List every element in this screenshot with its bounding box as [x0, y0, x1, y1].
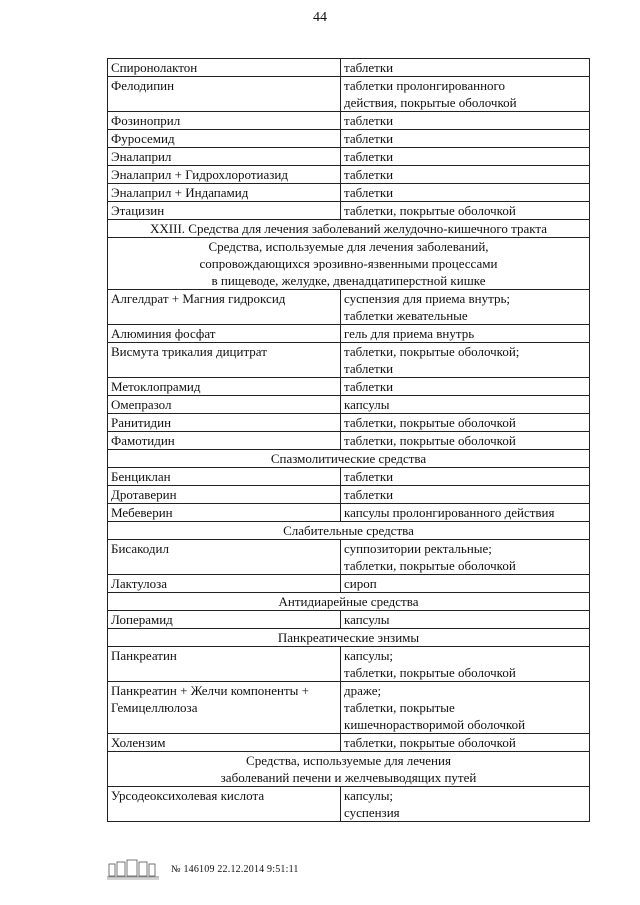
drug-row — [108, 112, 590, 130]
drug-name: Урсодеоксихолевая кислота — [111, 788, 265, 803]
dosage-form: таблетки, покрытые оболочкой — [344, 735, 516, 750]
dosage-form: таблетки — [344, 149, 394, 164]
section-title — [108, 220, 590, 238]
dosage-form-cell — [341, 432, 590, 450]
drug-name-cell — [108, 202, 341, 220]
dosage-form: капсулы — [344, 612, 390, 627]
drug-table — [107, 58, 590, 822]
dosage-form: таблетки, покрытые оболочкой; — [344, 344, 520, 359]
drug-name: Фуросемид — [111, 131, 175, 146]
drug-row — [108, 343, 590, 378]
dosage-form: таблетки — [344, 379, 394, 394]
section-header-row — [108, 593, 590, 611]
section-header-row — [108, 238, 590, 290]
drug-row — [108, 575, 590, 593]
section-title-line: в пищеводе, желудке, двенадцатиперстной кишке — [211, 273, 486, 288]
drug-row — [108, 166, 590, 184]
dosage-form-cell — [341, 611, 590, 629]
dosage-form-cell — [341, 575, 590, 593]
drug-name-cell — [108, 468, 341, 486]
drug-name: Бисакодил — [111, 541, 169, 556]
dosage-form: таблетки — [344, 185, 394, 200]
dosage-form: драже; — [344, 683, 382, 698]
dosage-form-cell — [341, 325, 590, 343]
drug-name-cell — [108, 611, 341, 629]
section-title-line: заболеваний печени и желчевыводящих путей — [220, 770, 477, 785]
drug-name: Гемицеллюлоза — [111, 700, 198, 715]
section-title-line: сопровождающихся эрозивно-язвенными процессами — [199, 256, 498, 271]
drug-name: Фозиноприл — [111, 113, 181, 128]
drug-name: Холензим — [111, 735, 166, 750]
dosage-form: кишечнорастворимой оболочкой — [344, 717, 526, 732]
drug-name-cell — [108, 148, 341, 166]
drug-name-cell — [108, 77, 341, 112]
drug-name-cell — [108, 647, 341, 682]
drug-row — [108, 414, 590, 432]
dosage-form-cell — [341, 504, 590, 522]
drug-name-cell — [108, 575, 341, 593]
drug-name-cell — [108, 184, 341, 202]
section-title — [108, 450, 590, 468]
drug-name-cell — [108, 787, 341, 822]
drug-row — [108, 77, 590, 112]
dosage-form-cell — [341, 202, 590, 220]
dosage-form: таблетки — [344, 361, 394, 376]
dosage-form: таблетки — [344, 167, 394, 182]
dosage-form-cell — [341, 148, 590, 166]
dosage-form: действия, покрытые оболочкой — [344, 95, 517, 110]
drug-name: Висмута трикалия дицитрат — [111, 344, 267, 359]
dosage-form: таблетки — [344, 60, 394, 75]
drug-name: Спиронолактон — [111, 60, 198, 75]
drug-name: Эналаприл — [111, 149, 172, 164]
dosage-form-cell — [341, 787, 590, 822]
dosage-form-cell — [341, 112, 590, 130]
dosage-form: суспензия — [344, 805, 400, 820]
dosage-form: суспензия для приема внутрь; — [344, 291, 511, 306]
section-header-row — [108, 522, 590, 540]
drug-name-cell — [108, 325, 341, 343]
drug-name-cell — [108, 486, 341, 504]
dosage-form-cell — [341, 130, 590, 148]
drug-name: Лоперамид — [111, 612, 173, 627]
drug-name-cell — [108, 734, 341, 752]
drug-row — [108, 378, 590, 396]
section-title-line: Средства, используемые для лечения — [246, 753, 451, 768]
dosage-form-cell — [341, 77, 590, 112]
drug-name: Панкреатин + Желчи компоненты + — [111, 683, 309, 698]
drug-name: Эналаприл + Индапамид — [111, 185, 249, 200]
section-title-line: Панкреатические энзимы — [277, 630, 420, 645]
dosage-form: таблетки, покрытые оболочкой — [344, 433, 516, 448]
section-title — [108, 752, 590, 787]
drug-row — [108, 432, 590, 450]
dosage-form-cell — [341, 647, 590, 682]
drug-row — [108, 59, 590, 77]
drug-row — [108, 325, 590, 343]
drug-name-cell — [108, 290, 341, 325]
dosage-form: суппозитории ректальные; — [344, 541, 492, 556]
drug-name-cell — [108, 414, 341, 432]
drug-name: Метоклопрамид — [111, 379, 201, 394]
section-title — [108, 522, 590, 540]
drug-row — [108, 540, 590, 575]
dosage-form: капсулы пролонгированного действия — [344, 505, 555, 520]
drug-name-cell — [108, 166, 341, 184]
drug-row — [108, 486, 590, 504]
drug-name: Эналаприл + Гидрохлоротиазид — [111, 167, 288, 182]
dosage-form: таблетки — [344, 469, 394, 484]
drug-row — [108, 734, 590, 752]
dosage-form-cell — [341, 59, 590, 77]
section-header-row — [108, 450, 590, 468]
dosage-form-cell — [341, 184, 590, 202]
drug-name-cell — [108, 130, 341, 148]
drug-row — [108, 396, 590, 414]
dosage-form-cell — [341, 682, 590, 734]
drug-name: Панкреатин — [111, 648, 177, 663]
drug-name-cell — [108, 59, 341, 77]
drug-name: Этацизин — [111, 203, 165, 218]
dosage-form: гель для приема внутрь — [344, 326, 475, 341]
dosage-form-cell — [341, 396, 590, 414]
dosage-form-cell — [341, 290, 590, 325]
dosage-form: таблетки — [344, 113, 394, 128]
drug-row — [108, 682, 590, 734]
drug-row — [108, 184, 590, 202]
section-title — [108, 238, 590, 290]
drug-row — [108, 290, 590, 325]
section-title — [108, 629, 590, 647]
drug-row — [108, 202, 590, 220]
section-title-line: Слабительные средства — [283, 523, 414, 538]
drug-row — [108, 787, 590, 822]
dosage-form: таблетки, покрытые оболочкой — [344, 415, 516, 430]
drug-name-cell — [108, 378, 341, 396]
dosage-form: капсулы; — [344, 648, 394, 663]
drug-name-cell — [108, 504, 341, 522]
dosage-form: таблетки жевательные — [344, 308, 468, 323]
drug-name: Омепразол — [111, 397, 172, 412]
section-header-row — [108, 752, 590, 787]
dosage-form: таблетки, покрытые оболочкой — [344, 558, 516, 573]
dosage-form-cell — [341, 378, 590, 396]
drug-name: Дротаверин — [111, 487, 177, 502]
drug-name: Лактулоза — [111, 576, 168, 591]
dosage-form: таблетки — [344, 487, 394, 502]
dosage-form-cell — [341, 540, 590, 575]
document-registration-number: № 146109 22.12.2014 9:51:11 — [171, 863, 299, 875]
drug-name: Бенциклан — [111, 469, 171, 484]
dosage-form-cell — [341, 166, 590, 184]
dosage-form: таблетки, покрытые — [344, 700, 455, 715]
page-number: 44 — [313, 10, 327, 25]
drug-name: Алюминия фосфат — [111, 326, 216, 341]
drug-row — [108, 611, 590, 629]
drug-name-cell — [108, 112, 341, 130]
dosage-form-cell — [341, 468, 590, 486]
drug-name-cell — [108, 540, 341, 575]
dosage-form-cell — [341, 343, 590, 378]
dosage-form: таблетки, покрытые оболочкой — [344, 665, 516, 680]
drug-name: Фелодипин — [111, 78, 175, 93]
section-title-line: Антидиарейные средства — [278, 594, 419, 609]
drug-name: Мебеверин — [111, 505, 173, 520]
section-title-line: Средства, используемые для лечения заболеваний, — [208, 239, 489, 254]
drug-row — [108, 647, 590, 682]
drug-name-cell — [108, 682, 341, 734]
section-title-line: Спазмолитические средства — [270, 451, 427, 466]
drug-name: Алгелдрат + Магния гидроксид — [111, 291, 286, 306]
footer — [107, 858, 299, 880]
drug-row — [108, 148, 590, 166]
drug-row — [108, 468, 590, 486]
drug-name: Ранитидин — [111, 415, 172, 430]
section-header-row — [108, 629, 590, 647]
drug-name-cell — [108, 343, 341, 378]
drug-name: Фамотидин — [111, 433, 175, 448]
dosage-form-cell — [341, 486, 590, 504]
section-header-row — [108, 220, 590, 238]
section-title — [108, 593, 590, 611]
dosage-form: капсулы; — [344, 788, 394, 803]
dosage-form-cell — [341, 734, 590, 752]
dosage-form: сироп — [344, 576, 377, 591]
drug-row — [108, 504, 590, 522]
drug-table-body — [108, 59, 590, 822]
dosage-form: таблетки, покрытые оболочкой — [344, 203, 516, 218]
dosage-form: таблетки пролонгированного — [344, 78, 506, 93]
dosage-form: капсулы — [344, 397, 390, 412]
dosage-form-cell — [341, 414, 590, 432]
section-title-line: XXIII. Средства для лечения заболеваний желудочно-кишечного тракта — [150, 221, 547, 236]
electronic-signature-stamp-icon — [107, 858, 159, 880]
drug-name-cell — [108, 396, 341, 414]
drug-row — [108, 130, 590, 148]
dosage-form: таблетки — [344, 131, 394, 146]
drug-name-cell — [108, 432, 341, 450]
